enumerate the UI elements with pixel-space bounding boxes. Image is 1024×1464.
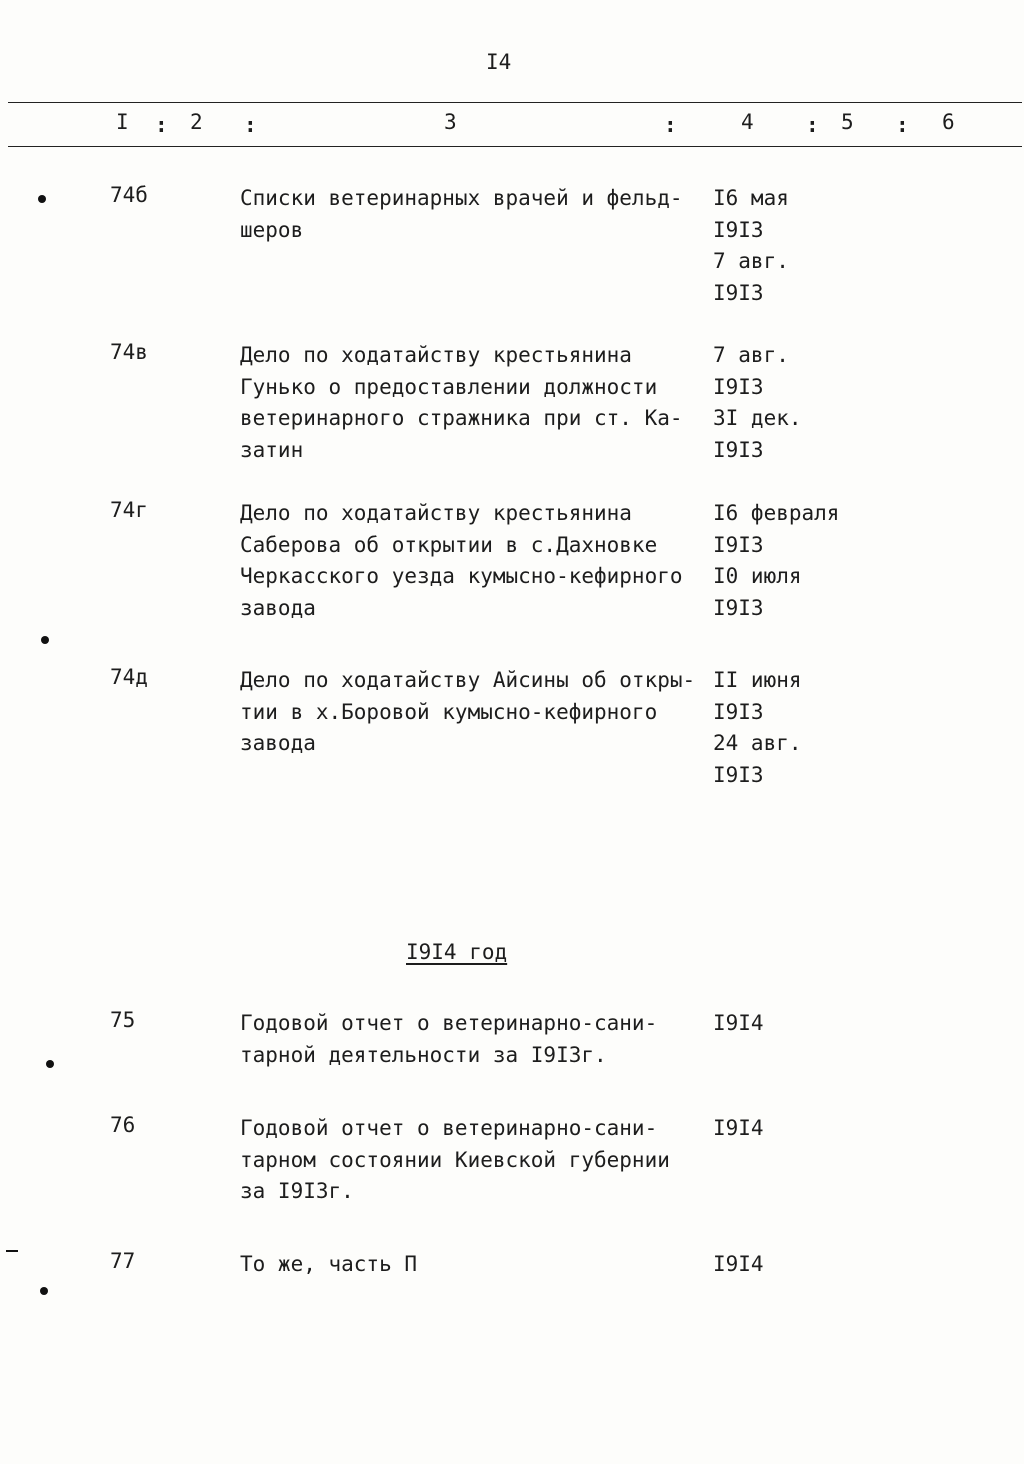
entry-dates: I9I4 — [713, 1011, 764, 1035]
scan-edge-mark — [6, 1250, 18, 1252]
column-header-4: 4 — [741, 110, 754, 134]
header-rule-top — [8, 102, 1022, 103]
entry-number: 75 — [110, 1008, 136, 1032]
entry-title: Дело по ходатайству крестьянина Гунько о предоставлении должности ветеринарного стражника при ст. Ка- затин — [240, 343, 683, 462]
entry-dates: I9I4 — [713, 1116, 764, 1140]
entry-number: 74г — [110, 498, 148, 522]
column-separator: : — [896, 113, 909, 137]
entry-dates: I6 февраля I9I3 I0 июля I9I3 — [713, 501, 840, 620]
column-header-2: 2 — [190, 110, 203, 134]
binding-hole-mark — [46, 1060, 54, 1068]
entry-title: Годовой отчет о ветеринарно-сани- тарной деятельности за I9I3г. — [240, 1011, 658, 1067]
entry-title: Дело по ходатайству Айсины об откры- тии в х.Боровой кумысно-кефирного завода — [240, 668, 696, 755]
entry-title: Годовой отчет о ветеринарно-сани- тарном состоянии Киевской губернии за I9I3г. — [240, 1116, 670, 1203]
column-header-1: I — [116, 110, 129, 134]
entry-dates: I6 мая I9I3 7 авг. I9I3 — [713, 186, 789, 305]
binding-hole-mark — [41, 636, 49, 644]
page-number: I4 — [486, 50, 512, 74]
entry-dates: II июня I9I3 24 авг. I9I3 — [713, 668, 802, 787]
header-rule-bottom — [8, 146, 1022, 147]
column-separator: : — [244, 113, 257, 137]
column-header-5: 5 — [841, 110, 854, 134]
entry-number: 74б — [110, 183, 148, 207]
binding-hole-mark — [38, 195, 46, 203]
entry-dates: 7 авг. I9I3 3I дек. I9I3 — [713, 343, 802, 462]
binding-hole-mark — [40, 1287, 48, 1295]
entry-number: 74д — [110, 665, 148, 689]
entry-title: То же, часть П — [240, 1252, 418, 1276]
entry-title: Дело по ходатайству крестьянина Саберова об открытии в с.Дахновке Черкасского уезда кумысно-кефирного завода — [240, 501, 683, 620]
column-separator: : — [155, 113, 168, 137]
column-header-3: 3 — [444, 110, 457, 134]
entry-number: 77 — [110, 1249, 136, 1273]
entry-number: 76 — [110, 1113, 136, 1137]
column-header-6: 6 — [942, 110, 955, 134]
entry-number: 74в — [110, 340, 148, 364]
column-separator: : — [664, 113, 677, 137]
entry-title: Списки ветеринарных врачей и фельд- шеров — [240, 186, 683, 242]
column-separator: : — [806, 113, 819, 137]
entry-dates: I9I4 — [713, 1252, 764, 1276]
section-heading: I9I4 год — [406, 940, 508, 964]
